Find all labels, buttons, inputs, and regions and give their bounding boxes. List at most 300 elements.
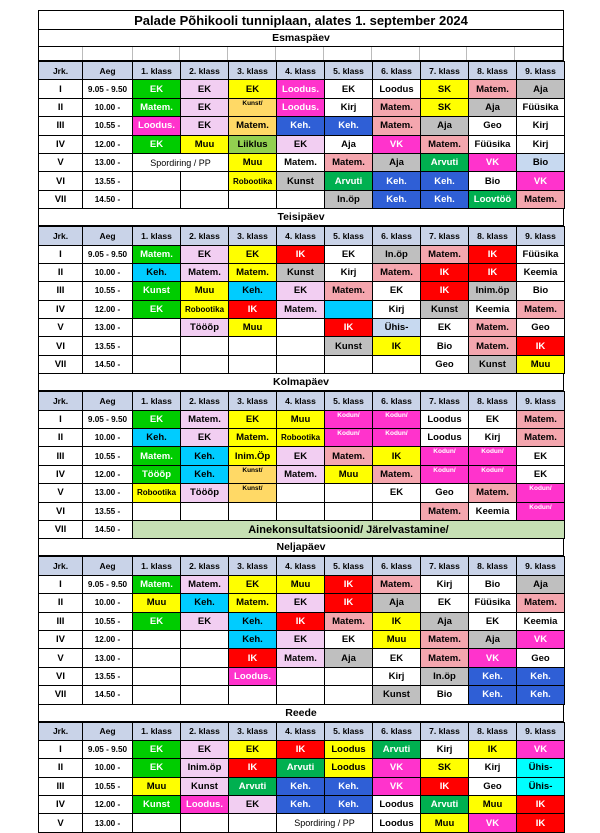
column-header: 2. klass [181, 557, 229, 575]
lesson-cell: EK [373, 484, 421, 502]
lesson-time: 13.00 - [83, 649, 133, 667]
lesson-cell: EK [277, 282, 325, 300]
lesson-cell: SK [421, 80, 469, 98]
empty-cell [325, 667, 373, 685]
lesson-time: 13.55 - [83, 502, 133, 520]
header-row [39, 722, 565, 740]
lesson-cell: Aja [373, 153, 421, 171]
lesson-number: II [39, 98, 83, 116]
lesson-cell: EK [421, 594, 469, 612]
lesson-row [39, 98, 565, 116]
lesson-cell: Ühis- [517, 759, 565, 777]
lesson-cell: Kunst/ [229, 98, 277, 116]
lesson-number: III [39, 612, 83, 630]
lesson-cell: VK [469, 153, 517, 171]
lesson-cell: IK [229, 300, 277, 318]
lesson-time: 9.05 - 9.50 [83, 740, 133, 758]
empty-cell [133, 190, 181, 208]
lesson-cell: Keh. [469, 667, 517, 685]
lesson-row [39, 612, 565, 630]
lesson-cell: Kirj [517, 135, 565, 153]
lesson-number: IV [39, 796, 83, 814]
lesson-row [39, 777, 565, 795]
lesson-time: 9.05 - 9.50 [83, 575, 133, 593]
lesson-cell: Loodus. [277, 98, 325, 116]
column-header: 9. klass [517, 557, 565, 575]
lesson-cell: IK [469, 245, 517, 263]
lesson-cell: Kodun/ [517, 484, 565, 502]
empty-cell [277, 190, 325, 208]
lesson-cell: Loodus. [133, 117, 181, 135]
lesson-cell: Loodus [373, 80, 421, 98]
header-row [39, 557, 565, 575]
lesson-cell: Keh. [373, 172, 421, 190]
lesson-cell: EK [181, 80, 229, 98]
lesson-time: 13.00 - [83, 319, 133, 337]
day-heading: Teisipäev [38, 209, 564, 226]
lesson-cell: SK [421, 759, 469, 777]
lesson-time: 10.55 - [83, 447, 133, 465]
lesson-row [39, 153, 565, 171]
lesson-number: V [39, 319, 83, 337]
empty-cell [229, 814, 277, 832]
empty-cell [181, 814, 229, 832]
lesson-cell: Keemia [517, 612, 565, 630]
empty-cell [325, 686, 373, 704]
lesson-time: 10.00 - [83, 429, 133, 447]
empty-cell [133, 337, 181, 355]
lesson-cell: Tööõp [181, 484, 229, 502]
lesson-time: 10.00 - [83, 263, 133, 281]
lesson-cell: EK [517, 447, 565, 465]
lesson-cell: Ainekonsultatsioonid/ Järelvastamine/ [133, 520, 565, 538]
lesson-time: 9.05 - 9.50 [83, 80, 133, 98]
lesson-number: I [39, 740, 83, 758]
day-table [38, 226, 565, 374]
lesson-cell: IK [325, 594, 373, 612]
lesson-cell: Füüsika [469, 594, 517, 612]
empty-cell [277, 337, 325, 355]
lesson-cell: EK [421, 319, 469, 337]
lesson-cell: Muu [421, 814, 469, 832]
column-header: 7. klass [421, 557, 469, 575]
lesson-cell: Aja [373, 594, 421, 612]
lesson-cell: Muu [469, 796, 517, 814]
lesson-time: 13.55 - [83, 172, 133, 190]
lesson-cell: IK [229, 759, 277, 777]
lesson-number: IV [39, 465, 83, 483]
lesson-cell: Loodus. [181, 796, 229, 814]
lesson-cell: EK [181, 98, 229, 116]
column-header: 7. klass [421, 62, 469, 80]
lesson-cell: SK [421, 98, 469, 116]
lesson-cell: Kodun/ [325, 410, 373, 428]
lesson-cell: Keh. [517, 667, 565, 685]
lesson-cell: Keh. [133, 429, 181, 447]
lesson-cell: Kunst/ [229, 465, 277, 483]
lesson-cell: Robootika [181, 300, 229, 318]
lesson-number: V [39, 153, 83, 171]
lesson-cell: Kodun/ [325, 429, 373, 447]
empty-cell [133, 355, 181, 373]
empty-cell [229, 337, 277, 355]
lesson-cell: Loodus [325, 740, 373, 758]
lesson-cell: Keh. [469, 686, 517, 704]
lesson-cell: Matem. [373, 117, 421, 135]
lesson-cell: Matem. [517, 594, 565, 612]
lesson-cell: Arvuti [325, 172, 373, 190]
lesson-cell: Arvuti [229, 777, 277, 795]
column-header: 5. klass [325, 392, 373, 410]
lesson-cell: EK [325, 80, 373, 98]
blank-row [38, 47, 564, 61]
lesson-cell: Kodun/ [469, 447, 517, 465]
lesson-number: II [39, 759, 83, 777]
lesson-cell: Matem. [421, 502, 469, 520]
lesson-number: V [39, 484, 83, 502]
lesson-number: VII [39, 520, 83, 538]
lesson-cell: EK [277, 630, 325, 648]
lesson-cell: Matem. [421, 245, 469, 263]
column-header: 6. klass [373, 722, 421, 740]
lesson-cell: Aja [469, 630, 517, 648]
lesson-cell: Keemia [469, 502, 517, 520]
lesson-row [39, 337, 565, 355]
lesson-cell: EK [229, 80, 277, 98]
lesson-row [39, 667, 565, 685]
lesson-cell: Matem. [277, 300, 325, 318]
lesson-cell: IK [421, 282, 469, 300]
lesson-cell: Kunst [469, 355, 517, 373]
lesson-cell: Bio [469, 172, 517, 190]
lesson-row [39, 796, 565, 814]
lesson-cell: Tööõp [133, 465, 181, 483]
lesson-cell: IK [325, 319, 373, 337]
lesson-cell: Keh. [421, 190, 469, 208]
lesson-cell: EK [133, 740, 181, 758]
lesson-cell: Kunst [325, 337, 373, 355]
lesson-time: 10.00 - [83, 594, 133, 612]
column-header: 3. klass [229, 722, 277, 740]
lesson-time: 13.55 - [83, 667, 133, 685]
lesson-cell: Kunst [421, 300, 469, 318]
lesson-cell: IK [517, 337, 565, 355]
lesson-row [39, 80, 565, 98]
day-heading: Reede [38, 705, 564, 722]
lesson-cell: Matem. [517, 300, 565, 318]
lesson-cell: IK [277, 612, 325, 630]
lesson-cell: In.öp [373, 245, 421, 263]
lesson-cell: Geo [469, 777, 517, 795]
lesson-number: VII [39, 686, 83, 704]
lesson-number: V [39, 814, 83, 832]
lesson-number: V [39, 649, 83, 667]
column-header: 8. klass [469, 557, 517, 575]
lesson-cell: Keh. [181, 465, 229, 483]
lesson-cell: Füüsika [517, 98, 565, 116]
lesson-cell: EK [133, 612, 181, 630]
column-header: 5. klass [325, 227, 373, 245]
lesson-cell: Geo [421, 484, 469, 502]
lesson-cell: Matem. [373, 98, 421, 116]
lesson-cell: Kunst [277, 263, 325, 281]
empty-cell [277, 502, 325, 520]
day-heading: Kolmapäev [38, 374, 564, 391]
lesson-cell: Kirj [421, 740, 469, 758]
lesson-cell: Aja [517, 575, 565, 593]
lesson-cell: Matem. [229, 263, 277, 281]
day-table [38, 391, 565, 539]
lesson-cell: Kodun/ [373, 429, 421, 447]
lesson-cell: Aja [325, 649, 373, 667]
lesson-time: 10.55 - [83, 777, 133, 795]
header-row [39, 227, 565, 245]
lesson-cell: Muu [229, 153, 277, 171]
lesson-cell: Loodus [373, 796, 421, 814]
lesson-cell: Muu [133, 594, 181, 612]
lesson-time: 12.00 - [83, 465, 133, 483]
empty-cell [325, 355, 373, 373]
lesson-number: IV [39, 300, 83, 318]
lesson-cell: EK [325, 630, 373, 648]
column-header: 6. klass [373, 392, 421, 410]
column-header: 2. klass [181, 227, 229, 245]
lesson-cell: Keh. [181, 594, 229, 612]
lesson-cell: EK [133, 135, 181, 153]
lesson-cell: EK [325, 245, 373, 263]
lesson-cell: EK [469, 410, 517, 428]
lesson-time: 10.00 - [83, 759, 133, 777]
lesson-cell: Muu [277, 410, 325, 428]
lesson-cell: Kodun/ [421, 465, 469, 483]
column-header: 2. klass [181, 722, 229, 740]
day-heading: Neljapäev [38, 539, 564, 556]
lesson-cell: Keh. [325, 117, 373, 135]
lesson-cell: Muu [181, 135, 229, 153]
empty-cell [133, 630, 181, 648]
lesson-cell: Kunst [133, 796, 181, 814]
lesson-cell: EK [181, 245, 229, 263]
empty-cell [325, 502, 373, 520]
lesson-number: I [39, 410, 83, 428]
lesson-number: VI [39, 337, 83, 355]
lesson-number: VII [39, 355, 83, 373]
column-header: 4. klass [277, 227, 325, 245]
lesson-time: 13.55 - [83, 337, 133, 355]
lesson-cell: Arvuti [421, 796, 469, 814]
lesson-cell: EK [373, 649, 421, 667]
lesson-cell: EK [133, 300, 181, 318]
lesson-row [39, 649, 565, 667]
lesson-cell: IK [469, 740, 517, 758]
lesson-cell: Matem. [517, 190, 565, 208]
lesson-cell: Matem. [517, 429, 565, 447]
lesson-time: 10.55 - [83, 612, 133, 630]
lesson-row [39, 594, 565, 612]
lesson-time: 10.55 - [83, 117, 133, 135]
lesson-cell: Matem. [421, 649, 469, 667]
lesson-cell: Muu [325, 465, 373, 483]
lesson-cell: Robootika [229, 172, 277, 190]
empty-cell [133, 686, 181, 704]
lesson-cell: EK [133, 80, 181, 98]
timetable-sheet [38, 10, 564, 833]
lesson-row [39, 117, 565, 135]
column-header: 9. klass [517, 722, 565, 740]
lesson-row [39, 484, 565, 502]
lesson-number: III [39, 282, 83, 300]
lesson-cell: Bio [421, 337, 469, 355]
lesson-cell: Kirj [469, 429, 517, 447]
lesson-row [39, 814, 565, 832]
lesson-number: I [39, 80, 83, 98]
lesson-cell: Aja [517, 80, 565, 98]
lesson-row [39, 740, 565, 758]
lesson-number: II [39, 429, 83, 447]
lesson-cell: Kunst/ [229, 484, 277, 502]
lesson-cell: Loodus [421, 410, 469, 428]
lesson-time: 13.00 - [83, 814, 133, 832]
lesson-time: 10.00 - [83, 98, 133, 116]
column-header: Aeg [83, 392, 133, 410]
lesson-cell: Liiklus [229, 135, 277, 153]
lesson-cell: VK [517, 630, 565, 648]
lesson-cell: Matem. [325, 153, 373, 171]
lesson-cell: Inim.öp [181, 759, 229, 777]
column-header: Jrk. [39, 62, 83, 80]
lesson-cell: Arvuti [421, 153, 469, 171]
column-header: 8. klass [469, 722, 517, 740]
lesson-cell: Geo [517, 319, 565, 337]
empty-cell [373, 355, 421, 373]
lesson-cell: EK [181, 429, 229, 447]
empty-cell [181, 630, 229, 648]
column-header: 3. klass [229, 62, 277, 80]
lesson-cell: Keh. [373, 190, 421, 208]
lesson-cell: Matem. [469, 484, 517, 502]
lesson-cell: Geo [421, 355, 469, 373]
lesson-cell: Loodus. [229, 667, 277, 685]
lesson-cell: Matem. [277, 153, 325, 171]
lesson-row [39, 575, 565, 593]
lesson-number: VI [39, 667, 83, 685]
lesson-cell: Loodus [373, 814, 421, 832]
column-header: Jrk. [39, 392, 83, 410]
lesson-row [39, 319, 565, 337]
lesson-cell: Matem. [133, 98, 181, 116]
lesson-cell: Muu [277, 575, 325, 593]
lesson-cell: Matem. [373, 575, 421, 593]
lesson-cell: Kodun/ [469, 465, 517, 483]
lesson-cell: Keemia [517, 263, 565, 281]
column-header: 4. klass [277, 392, 325, 410]
column-header: 4. klass [277, 722, 325, 740]
lesson-cell: Arvuti [277, 759, 325, 777]
day-table [38, 61, 565, 209]
lesson-time: 14.50 - [83, 520, 133, 538]
column-header: 1. klass [133, 557, 181, 575]
lesson-number: IV [39, 135, 83, 153]
lesson-cell: EK [229, 796, 277, 814]
lesson-cell: IK [229, 649, 277, 667]
lesson-number: III [39, 117, 83, 135]
empty-cell [133, 172, 181, 190]
empty-cell [229, 686, 277, 704]
lesson-cell: EK [373, 282, 421, 300]
lesson-cell: EK [229, 245, 277, 263]
lesson-cell: EK [517, 465, 565, 483]
lesson-cell: Matem. [181, 263, 229, 281]
lesson-cell: Inim.Öp [229, 447, 277, 465]
empty-cell [277, 667, 325, 685]
lesson-time: 12.00 - [83, 135, 133, 153]
column-header: 5. klass [325, 557, 373, 575]
lesson-cell: EK [229, 410, 277, 428]
column-header: 6. klass [373, 62, 421, 80]
empty-cell [133, 502, 181, 520]
empty-cell [181, 686, 229, 704]
lesson-number: III [39, 447, 83, 465]
lesson-cell: Kirj [421, 575, 469, 593]
lesson-cell: Kunst [277, 172, 325, 190]
lesson-cell: Bio [517, 282, 565, 300]
lesson-time: 13.00 - [83, 153, 133, 171]
column-header: 4. klass [277, 557, 325, 575]
lesson-cell: Matem. [421, 630, 469, 648]
lesson-cell: Aja [325, 135, 373, 153]
lesson-cell: Keh. [277, 777, 325, 795]
column-header: 1. klass [133, 62, 181, 80]
empty-cell [181, 667, 229, 685]
empty-cell [181, 502, 229, 520]
lesson-number: II [39, 263, 83, 281]
lesson-cell: IK [469, 263, 517, 281]
lesson-cell: Kunst [181, 777, 229, 795]
lesson-cell: Matem. [277, 649, 325, 667]
lesson-cell: Matem. [277, 465, 325, 483]
lesson-cell: Matem. [133, 575, 181, 593]
lesson-cell: Keh. [325, 796, 373, 814]
lesson-cell: Matem. [133, 447, 181, 465]
lesson-row [39, 263, 565, 281]
lesson-cell: Keh. [229, 282, 277, 300]
lesson-cell: Matem. [181, 410, 229, 428]
empty-cell [181, 337, 229, 355]
lesson-cell: EK [277, 135, 325, 153]
column-header: 6. klass [373, 557, 421, 575]
empty-cell [181, 355, 229, 373]
lesson-cell: IK [277, 245, 325, 263]
lesson-cell: Loodus [325, 759, 373, 777]
empty-cell [277, 355, 325, 373]
lesson-cell: Matem. [373, 263, 421, 281]
lesson-cell: Inim.öp [469, 282, 517, 300]
lesson-cell: Ühis- [517, 777, 565, 795]
lesson-cell: Keh. [421, 172, 469, 190]
lesson-number: I [39, 575, 83, 593]
lesson-cell: Kunst [133, 282, 181, 300]
empty-cell [229, 355, 277, 373]
lesson-cell: IK [373, 447, 421, 465]
empty-cell [325, 484, 373, 502]
column-header: Jrk. [39, 227, 83, 245]
lesson-row [39, 759, 565, 777]
lesson-cell: Ühis- [373, 319, 421, 337]
lesson-cell: IK [421, 263, 469, 281]
lesson-row [39, 172, 565, 190]
lesson-row [39, 686, 565, 704]
lesson-row [39, 135, 565, 153]
